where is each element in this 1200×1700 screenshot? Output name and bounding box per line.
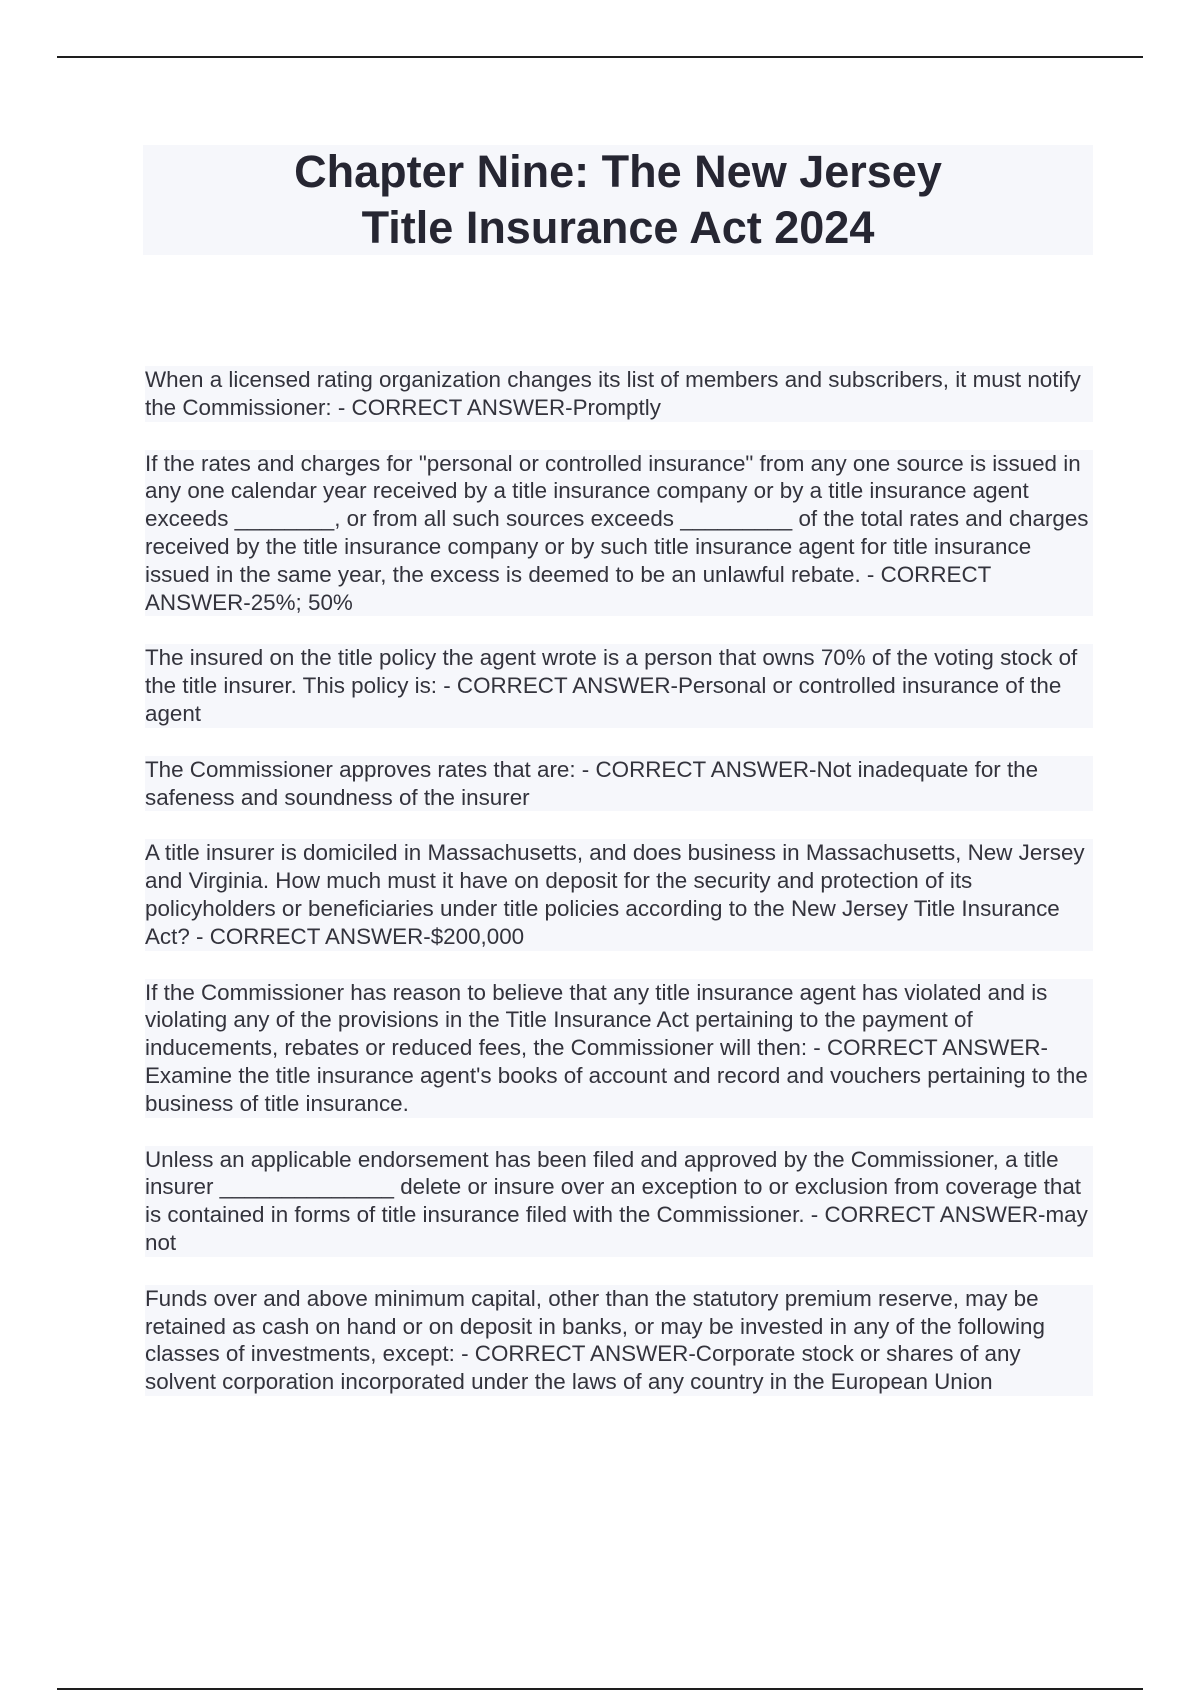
qa-item: The Commissioner approves rates that are: - CORRECT ANSWER-Not inadequate for the safeness and soundness of the insurer [145,756,1093,812]
page-title: Chapter Nine: The New Jersey Title Insurance Act 2024 [294,146,942,253]
qa-item: The insured on the title policy the agent wrote is a person that owns 70% of the voting stock of the title insurer. This policy is: - CORRECT ANSWER-Personal or controlled insurance of the agent [145,644,1093,727]
qa-item: When a licensed rating organization changes its list of members and subscribers, it must notify the Commissioner: - CORRECT ANSWER-Promptly [145,366,1093,422]
qa-list [145,366,1093,1424]
qa-item: A title insurer is domiciled in Massachusetts, and does business in Massachusetts, New Jersey and Virginia. How much must it have on deposit for the security and protection of its policyholders or beneficiaries under title policies according to the New Jersey Title Insurance Act? - CORRECT ANSWER-$200,000 [145,839,1093,950]
title-banner [143,145,1093,255]
top-rule [57,56,1143,58]
qa-item: Funds over and above minimum capital, other than the statutory premium reserve, may be retained as cash on hand or on deposit in banks, or may be invested in any of the following classes of investments, except: - CORRECT ANSWER-Corporate stock or shares of any solvent corporation incorporated under the laws of any country in the European Union [145,1285,1093,1396]
qa-item: If the rates and charges for "personal or controlled insurance" from any one source is issued in any one calendar year received by a title insurance company or by a title insurance agent exceeds ________, or from all such sources exceeds _________ of the total rates and charges received by the title insurance company or by such title insurance agent for title insurance issued in the same year, the excess is deemed to be an unlawful rebate. - CORRECT ANSWER-25%; 50% [145,450,1093,617]
qa-item: If the Commissioner has reason to believe that any title insurance agent has violated and is violating any of the provisions in the Title Insurance Act pertaining to the payment of inducements, rebates or reduced fees, the Commissioner will then: - CORRECT ANSWER-Examine the title insurance agent's books of account and record and vouchers pertaining to the business of title insurance. [145,979,1093,1118]
bottom-rule [57,1688,1143,1690]
qa-item: Unless an applicable endorsement has been filed and approved by the Commissioner, a title insurer ______________ delete or insure over an exception to or exclusion from coverage that is contained in forms of title insurance filed with the Commissioner. - CORRECT ANSWER-may not [145,1146,1093,1257]
